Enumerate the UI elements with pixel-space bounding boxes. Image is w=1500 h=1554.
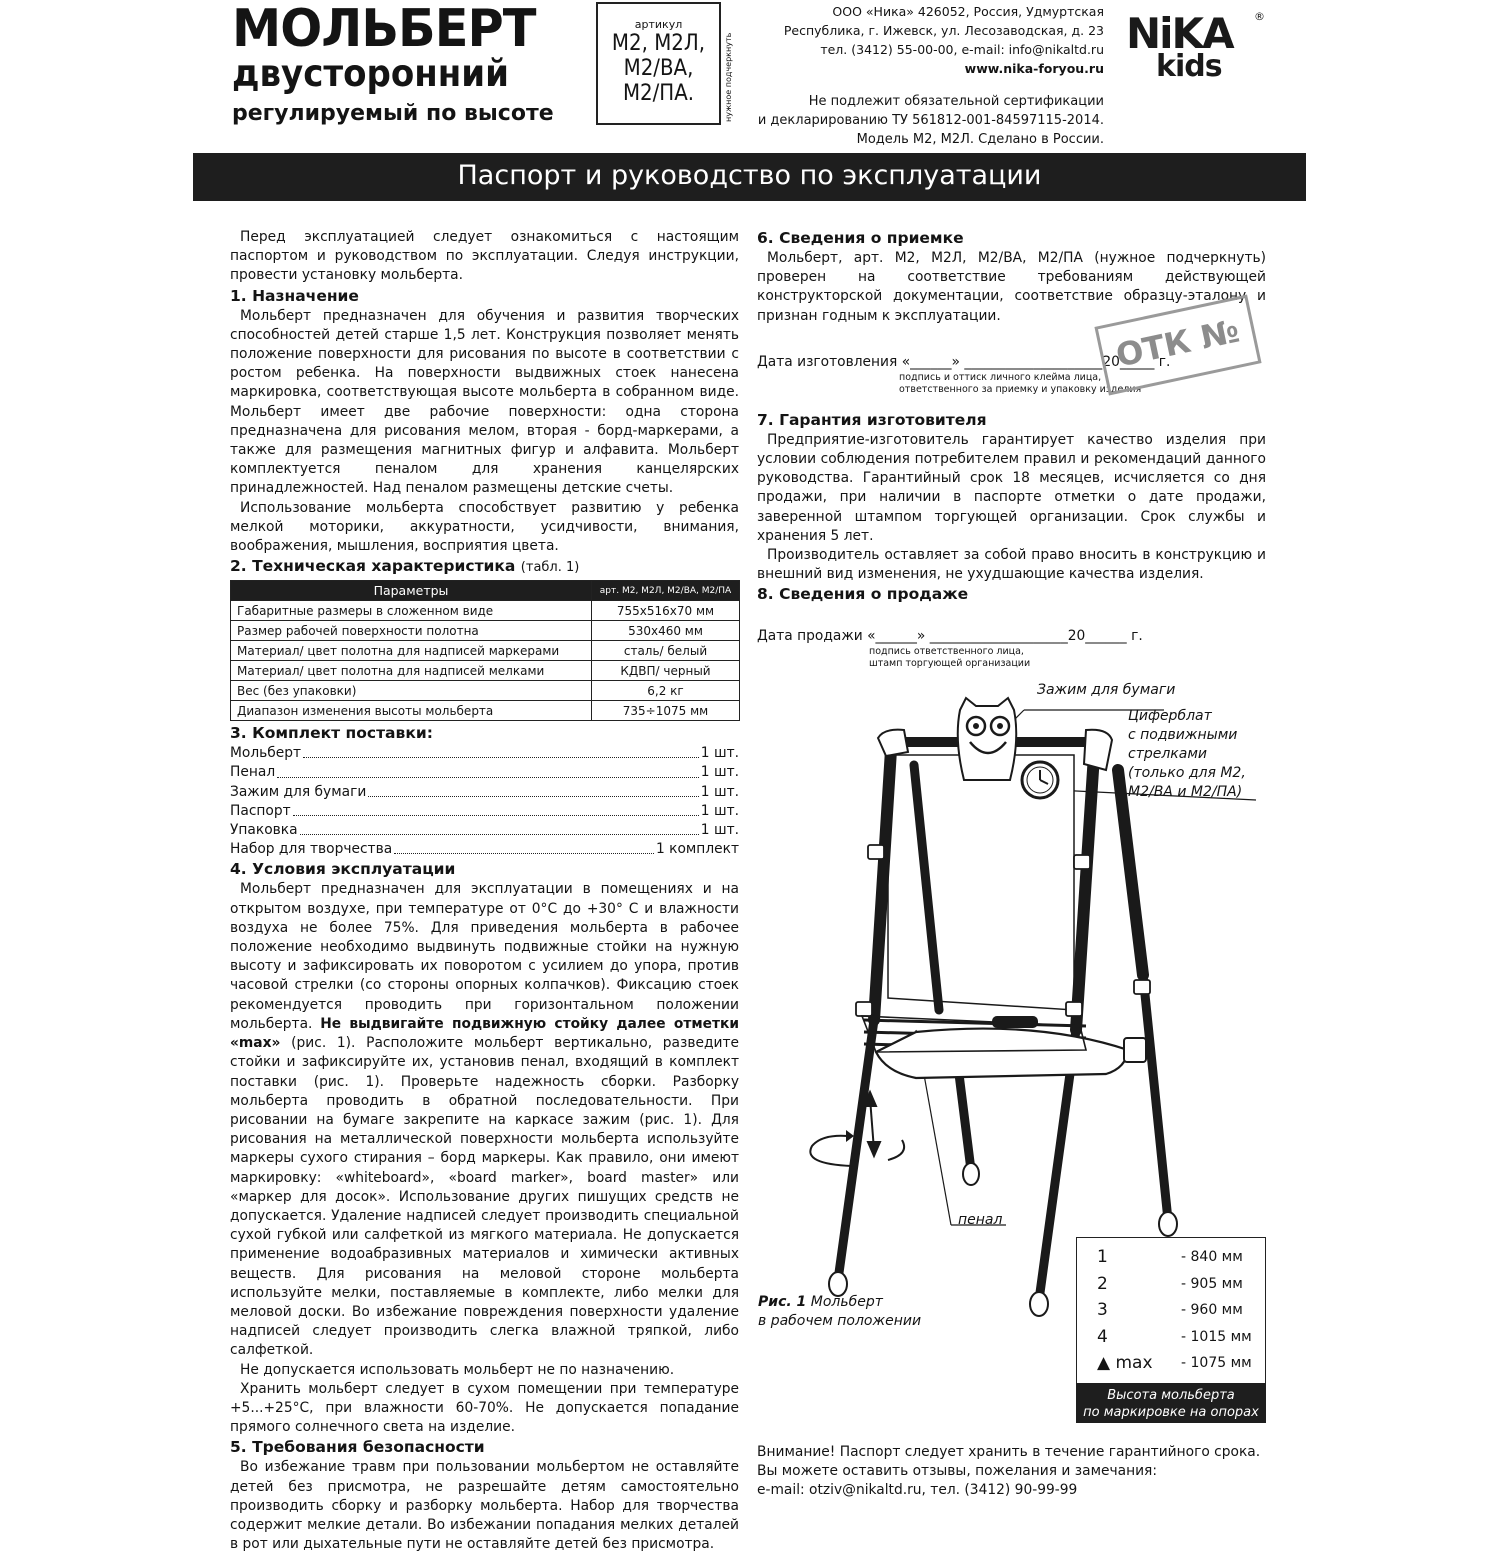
- table-row: [1077, 1271, 1265, 1298]
- footer-line: Внимание! Паспорт следует хранить в течение гарантийного срока.: [757, 1444, 1261, 1460]
- table-cell: КДВП/ черный: [592, 661, 740, 681]
- list-item: [230, 744, 739, 763]
- article-code: М2/ПА.: [622, 81, 695, 106]
- paragraph: Использование мольберта способствует развитию у ребенка мелкой моторики, аккуратности, усидчивости, внимания, воображения, мышления, восприятия цвета.: [230, 499, 739, 555]
- height-value: - 960 мм: [1181, 1302, 1243, 1319]
- table-row: [1077, 1324, 1265, 1351]
- kit-qty: 1 шт.: [700, 764, 739, 781]
- label-line: с подвижными: [1128, 727, 1238, 743]
- height-value: - 1075 мм: [1181, 1355, 1252, 1372]
- left-column: [230, 228, 739, 1554]
- footer-contact[interactable]: e-mail: otziv@nikaltd.ru, тел. (3412) 90-99-99: [757, 1482, 1078, 1498]
- paragraph: Хранить мольберт следует в сухом помещении при температуре +5...+25°С, при влажности 60-70%. Не допускается попадание прямого солнечного света на изделие.: [230, 1380, 739, 1436]
- section-title: 1. Назначение: [230, 286, 359, 305]
- page-banner: Паспорт и руководство по эксплуатации: [193, 153, 1306, 201]
- manufacture-date-field: Дата изготовления «______» ____________________20_____ г.: [757, 353, 1171, 370]
- figure-number: Рис. 1: [758, 1294, 807, 1310]
- caption-line: Высота мольберта: [1107, 1388, 1235, 1403]
- height-mark-max: ▲ max: [1097, 1353, 1153, 1374]
- kit-name: Мольберт: [230, 745, 302, 762]
- kit-qty: 1 шт.: [700, 822, 739, 839]
- height-mark: 2: [1097, 1273, 1108, 1294]
- article-code: М2/ВА,: [623, 56, 694, 81]
- warning-text: Не выдвигайте подвижную стойку далее отметки «max»: [230, 1015, 739, 1052]
- kit-name: Паспорт: [230, 802, 291, 819]
- spec-table: [230, 580, 740, 721]
- table-row: [231, 661, 740, 681]
- company-line: тел. (3412) 55-00-00, e-mail: info@nikaltd.ru: [820, 42, 1104, 57]
- company-line: ООО «Ника» 426052, Россия, Удмуртская: [832, 4, 1104, 19]
- table-ref: (табл. 1): [520, 560, 580, 576]
- height-value: - 840 мм: [1181, 1249, 1243, 1266]
- list-item: [230, 802, 739, 821]
- section-title: 6. Сведения о приемке: [757, 229, 964, 247]
- footer-note: [757, 1443, 1277, 1500]
- table-cell: 6,2 кг: [592, 681, 740, 701]
- article-box: [596, 2, 721, 125]
- table-cell: Материал/ цвет полотна для надписей маркерами: [231, 641, 592, 661]
- title-sub2: регулируемый по высоте: [232, 101, 554, 126]
- list-item: [230, 840, 739, 859]
- article-label: артикул: [634, 18, 683, 31]
- height-value: - 1015 мм: [1181, 1328, 1252, 1345]
- section-title: [230, 556, 739, 578]
- paragraph: Предприятие-изготовитель гарантирует качество изделия при условии соблюдения потребителем правил и рекомендаций данного руководства. Гарантийный срок 18 месяцев, исчисляется со дня продажи, при наличии в паспорте отметки о дате продажи, заверенной штампом торгующей организации. Срок службы и хранения 5 лет.: [757, 431, 1266, 544]
- label-paper-clamp: Зажим для бумаги: [1037, 682, 1176, 698]
- right-column: [757, 228, 1266, 670]
- height-table: [1076, 1237, 1266, 1423]
- clock-dial-icon: [1022, 762, 1058, 798]
- table-row: [231, 701, 740, 721]
- table-cell: 530х460 мм: [592, 621, 740, 641]
- cert-line: Не подлежит обязательной сертификации: [808, 94, 1104, 109]
- table-cell: сталь/ белый: [592, 641, 740, 661]
- table-row: [231, 601, 740, 621]
- table-cell: Размер рабочей поверхности полотна: [231, 621, 592, 641]
- otk-stamp: ОТК №: [1094, 295, 1261, 396]
- kit-name: Упаковка: [230, 822, 298, 839]
- table-row: [231, 621, 740, 641]
- table-row: [1077, 1350, 1265, 1377]
- cert-line: Модель М2, М2Л. Сделано в России.: [856, 132, 1104, 147]
- caption-line: ответственного за приемку и упаковку изделия: [899, 383, 1142, 395]
- logo-text-top: NiKA: [1126, 9, 1233, 58]
- paragraph-part: (рис. 1). Расположите мольберт вертикально, разведите стойки и зафиксируйте их, установив пенал, входящий в комплект поставки (рис. 1). Проверьте надежность сборки. Разборку мольберта проводить в обратной последовательности. При рисовании на бумаге закрепите на каркасе зажим (рис. 1). Для рисования на металлической поверхности мольберта используйте маркеры сухого стирания – борд маркеры. Как правило, они имеют маркировку: «whiteboard», «board marker», board master» или «маркер для досок». Использование других пишущих средств не допускается. Удаление надписей следует производить специальной сухой губкой или салфеткой из мягкого материала. Не допускается применение водоабразивных материалов и химически активных веществ. Для рисования на меловой стороне мольберта используйте мелки, поставляемые в комплекте, либо мелки для меловой доски. Во избежание повреждения поверхности удаление надписей следует производить слегка влажной тряпкой, либо салфеткой.: [230, 1035, 739, 1359]
- height-value: - 905 мм: [1181, 1275, 1243, 1292]
- label-clock-dial: [1128, 707, 1246, 802]
- website-link[interactable]: www.nika-foryou.ru: [964, 61, 1104, 76]
- sale-date-field: Дата продажи «______» ____________________20______ г.: [757, 628, 1143, 645]
- table-row: [231, 681, 740, 701]
- height-mark: 4: [1097, 1326, 1108, 1347]
- title-sub: двусторонний: [232, 52, 510, 95]
- table-header-row: [231, 581, 740, 601]
- caption-text: в рабочем положении: [758, 1313, 922, 1329]
- caption-line: по маркировке на опорах: [1083, 1405, 1259, 1420]
- nika-kids-logo: [1124, 6, 1264, 82]
- table-header: Параметры: [231, 581, 592, 601]
- section-title: 5. Требования безопасности: [230, 1438, 485, 1457]
- underline-note: [724, 10, 740, 122]
- signature-caption: [757, 646, 1266, 670]
- label-line: Циферблат: [1128, 708, 1212, 724]
- section-title: 7. Гарантия изготовителя: [757, 410, 987, 429]
- kit-qty: 1 шт.: [700, 802, 739, 819]
- caption-line: штамп торгующей организации: [869, 658, 1031, 670]
- kit-qty: 1 шт.: [700, 745, 739, 762]
- caption-line: подпись ответственного лица,: [869, 646, 1024, 658]
- cert-line: и декларированию ТУ 561812-001-84597115-2014.: [757, 113, 1104, 128]
- table-row: [1077, 1244, 1265, 1271]
- section-title: 8. Сведения о продаже: [757, 585, 969, 604]
- certification-note: [740, 92, 1104, 149]
- paper-clamp-icon: [958, 698, 1017, 780]
- paragraph: Производитель оставляет за собой право вносить в конструкцию и внешний вид изменения, не ухудшающие качества изделия.: [757, 547, 1266, 583]
- table-cell: Габаритные размеры в сложенном виде: [231, 601, 592, 621]
- kit-qty: 1 комплект: [655, 841, 739, 858]
- kit-name: Набор для творчества: [230, 841, 393, 858]
- section-title: 4. Условия эксплуатации: [230, 860, 456, 879]
- height-table-caption: [1076, 1383, 1266, 1423]
- paragraph: Мольберт предназначен для обучения и развития творческих способностей детей старше 1,5 лет. Конструкция позволяет менять положение поверхности для рисования по высоте в соответствии с ростом ребенка. На поверхности выдвижных стоек нанесена маркировка, соответствующая высоте мольберта в собранном виде. Мольберт имеет две рабочие поверхности: одна сторона предназначена для рисования мелом, вторая - борд-маркерами, а также для размещения магнитных фигур и алфавита. Мольберт комплектуется пеналом для хранения канцелярских принадлежностей. Над пеналом размещены детские счеты.: [230, 307, 739, 497]
- company-info: [750, 2, 1104, 78]
- list-item: [230, 821, 739, 840]
- height-mark: 3: [1097, 1300, 1108, 1321]
- article-code: М2, М2Л,: [611, 31, 706, 56]
- table-cell: Материал/ цвет полотна для надписей мелками: [231, 661, 592, 681]
- company-line: Республика, г. Ижевск, ул. Лесозаводская, д. 23: [783, 23, 1104, 38]
- label-line: стрелками: [1128, 746, 1207, 762]
- paragraph-part: Мольберт предназначен для эксплуатации в помещениях и на открытом воздухе, при температуре от 0°С до +30° С и влажности воздуха не более 75%. Для приведения мольберта в рабочее положение необходимо выдвинуть подвижные стойки на нужную высоту и зафиксировать их поворотом с усилием до упора, против часовой стрелки (со стороны опорных колпачков). Фиксацию стоек рекомендуется проводить при горизонтальном положении мольберта.: [230, 881, 739, 1032]
- table-row: [231, 641, 740, 661]
- kit-name: Зажим для бумаги: [230, 783, 367, 800]
- table-cell: 735÷1075 мм: [592, 701, 740, 721]
- paragraph: Мольберт, арт. М2, М2Л, М2/ВА, М2/ПА (нужное подчеркнуть) проверен на соответствие требованиям действующей конструкторской документации, соответствие образцу-эталону и признан годным к эксплуатации.: [757, 250, 1266, 324]
- caption-line: подпись и оттиск личного клейма лица,: [899, 371, 1102, 383]
- table-cell: Вес (без упаковки): [231, 681, 592, 701]
- underline-note-text: нужное подчеркнуть: [724, 32, 733, 122]
- title-main: МОЛЬБЕРТ: [232, 0, 536, 59]
- table-header: арт. М2, М2Л, М2/ВА, М2/ПА: [592, 581, 740, 601]
- table-cell: 755х516х70 мм: [592, 601, 740, 621]
- paragraph: [230, 880, 739, 1360]
- table-cell: Диапазон изменения высоты мольберта: [231, 701, 592, 721]
- caption-text: Мольберт: [806, 1294, 883, 1310]
- list-item: [230, 783, 739, 802]
- kit-qty: 1 шт.: [700, 783, 739, 800]
- paragraph: Не допускается использовать мольберт не по назначению.: [240, 1361, 675, 1378]
- height-mark: 1: [1097, 1247, 1108, 1268]
- figure-caption: [758, 1293, 921, 1331]
- logo-text-bottom: kids: [1156, 49, 1222, 82]
- section-title: 3. Комплект поставки:: [230, 724, 433, 743]
- label-pencil-case: пенал: [958, 1212, 1003, 1228]
- label-line: М2/ВА и М2/ПА): [1128, 784, 1243, 800]
- logo-reg: ®: [1254, 10, 1264, 23]
- footer-line: Вы можете оставить отзывы, пожелания и замечания:: [757, 1463, 1158, 1479]
- label-line: (только для М2,: [1128, 765, 1246, 781]
- intro-paragraph: Перед эксплуатацией следует ознакомиться с настоящим паспортом и руководством по эксплуатации. Следуя инструкции, провести установку мольберта.: [230, 229, 739, 284]
- section-title-text: 2. Техническая характеристика: [230, 557, 516, 576]
- paragraph: Во избежание травм при пользовании мольбертом не оставляйте детей без присмотра, не разрешайте детям самостоятельно производить сборку и разборку мольберта. Набор для творчества содержит мелкие детали. Во избежании попадания мелких деталей в рот или дыхательные пути не оставляйте детей без присмотра.: [230, 1459, 739, 1553]
- kit-name: Пенал: [230, 764, 276, 781]
- table-row: [1077, 1297, 1265, 1324]
- list-item: [230, 763, 739, 782]
